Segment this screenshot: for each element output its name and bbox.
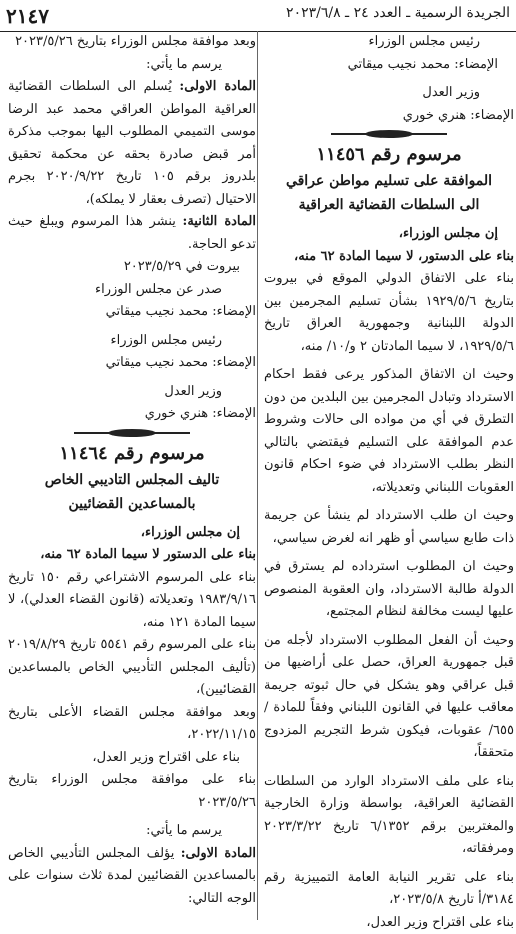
preamble-paragraph: بناء على موافقة مجلس الوزراء بتاريخ ٢٠٢٣/٥/٢٦ (8, 769, 256, 814)
article-label: المادة الاولى: (179, 79, 256, 94)
signatory-role: رئيس مجلس الوزراء (264, 31, 514, 54)
preamble-paragraph: بناء على المرسوم رقم ٥٥٤١ تاريخ ٢٠١٩/٨/٢٩ (تأليف المجلس التأديبي الخاص بالمساعدين القضائيين)، (8, 634, 256, 702)
preamble-council: إن مجلس الوزراء، (264, 223, 514, 246)
article-1 (8, 843, 256, 911)
issued-by: صدر عن مجلس الوزراء (8, 279, 256, 302)
decree-title: بالمساعدين القضائيين (8, 492, 256, 516)
preamble-paragraph: بناء على اقتراح وزير العدل، (264, 912, 514, 934)
preamble-paragraph: وحيث ان الاتفاق المذكور يرعى فقط احكام الاسترداد وتبادل المجرمين بين البلدين من دون التطرق في أي من مواده الى حالات وشروط عدم الموافقة على التسليم فيقتضي بالتالي النظر بطلب الاسترداد في ضوء احكام قانون العقوبات اللبناني وتعديلاته، (264, 364, 514, 499)
section-separator (264, 127, 514, 141)
signatory-signature: الإمضاء: محمد نجيب ميقاتي (264, 54, 514, 77)
decree-clause: يرسم ما يأتي: (8, 54, 256, 77)
preamble-council: إن مجلس الوزراء، (8, 522, 256, 545)
preamble-paragraph: بناء على الاتفاق الدولي الموقع في بيروت بتاريخ ١٩٢٩/٥/٦ بشأن تسليم المجرمين بين الدولة اللبنانية وجمهورية العراق تاريخ ١٩٢٩/٥/٦، لا سيما المادتان ٢ و/١٠/ منه، (264, 268, 514, 358)
preamble-constitution: بناء على الدستور، لا سيما المادة ٦٢ منه، (264, 246, 514, 269)
gazette-title: الجريدة الرسمية ـ العدد ٢٤ ـ ٢٠٢٣/٦/٨ (286, 5, 510, 21)
decree-clause: يرسم ما يأتي: (8, 820, 256, 843)
decree-title: الى السلطات القضائية العراقية (264, 193, 514, 217)
article-2 (8, 211, 256, 256)
article-label: المادة الاولى: (181, 846, 256, 861)
signatory-signature: الإمضاء: محمد نجيب ميقاتي (8, 301, 256, 324)
signatory-role: وزير العدل (264, 82, 514, 105)
preamble-paragraph: بناء على ملف الاسترداد الوارد من السلطات القضائية العراقية، بواسطة وزارة الخارجية والمغتربين برقم ٦/١٣٥٢ تاريخ ٢٠٢٣/٣/٢٢ ومرفقاته، (264, 771, 514, 861)
section-separator (8, 426, 256, 440)
decree-number: مرسوم رقم ١١٤٥٦ (264, 141, 514, 169)
preamble-paragraph: بناء على اقتراح وزير العدل، (8, 747, 256, 770)
article-label: المادة الثانية: (183, 214, 256, 229)
signatory-role: وزير العدل (8, 381, 256, 404)
decree-number: مرسوم رقم ١١٤٦٤ (8, 440, 256, 468)
decree-title: تاليف المجلس التاديبي الخاص (8, 468, 256, 492)
preamble-paragraph: وبعد موافقة مجلس الوزراء بتاريخ ٢٠٢٣/٥/٢٦ (8, 31, 256, 54)
article-text: ينشر هذا المرسوم ويبلغ حيث تدعو الحاجة. (8, 214, 256, 252)
article-text: يُسلم الى السلطات القضائية العراقية المواطن العراقي محمد عبد الرضا موسى التميمي المطلوب اليها بموجب مذكرة أمر قبض صادرة بحقه عن محكمة تحقيق بلدروز برقم ١٠٥ تاريخ ٢٠٢٠/٩/٢٢ بجرم الاحتيال (تصرف بعقار لا يملكه)، (8, 79, 256, 207)
preamble-constitution: بناء على الدستور لا سيما المادة ٦٢ منه، (8, 544, 256, 567)
preamble-paragraph: وحيث أن الفعل المطلوب الاسترداد لأجله من قبل جمهورية العراق، حصل على أراضيها من قبل عراقي وهو يشكل في حال ثبوته جريمة معاقب عليها في القانون اللبناني وفقاً للمادة /٦٥٥/ عقوبات، فيكون شرط التجريم المزدوج متحققاً، (264, 630, 514, 765)
column-divider (257, 31, 258, 920)
preamble-paragraph: وحيث ان طلب الاسترداد لم ينشأ عن جريمة ذات طابع سياسي أو ظهر انه لغرض سياسي، (264, 505, 514, 550)
right-column (264, 31, 514, 920)
page-header (0, 0, 516, 32)
preamble-paragraph: وبعد موافقة مجلس القضاء الأعلى بتاريخ ٢٠٢٢/١١/١٥، (8, 702, 256, 747)
article-text: يؤلف المجلس التأديبي الخاص بالمساعدين القضائيين لمدة ثلاث سنوات على الوجه التالي: (8, 846, 256, 906)
preamble-paragraph: وحيث ان المطلوب استرداده لم يسترق في الدولة طالبة الاسترداد، وان العقوبة المنصوص عليها ليست مخالفة لنظام المجتمع، (264, 556, 514, 624)
decree-title: الموافقة على تسليم مواطن عراقي (264, 169, 514, 193)
signatory-signature: الإمضاء: محمد نجيب ميقاتي (8, 352, 256, 375)
preamble-paragraph: بناء على المرسوم الاشتراعي رقم ١٥٠ تاريخ ١٩٨٣/٩/١٦ وتعديلاته (قانون القضاء العدلي)، لا سيما المادة ١٢١ منه، (8, 567, 256, 635)
preamble-paragraph: بناء على تقرير النيابة العامة التمييزية رقم ٣١٨٤/أ تاريخ ٢٠٢٣/٥/٨، (264, 867, 514, 912)
signatory-signature: الإمضاء: هنري خوري (264, 105, 514, 128)
signatory-signature: الإمضاء: هنري خوري (8, 403, 256, 426)
article-1 (8, 76, 256, 211)
page-number: ٢١٤٧ (6, 4, 49, 28)
place-date: بيروت في ٢٠٢٣/٥/٢٩ (8, 256, 256, 279)
signatory-role: رئيس مجلس الوزراء (8, 330, 256, 353)
left-column (8, 31, 256, 920)
